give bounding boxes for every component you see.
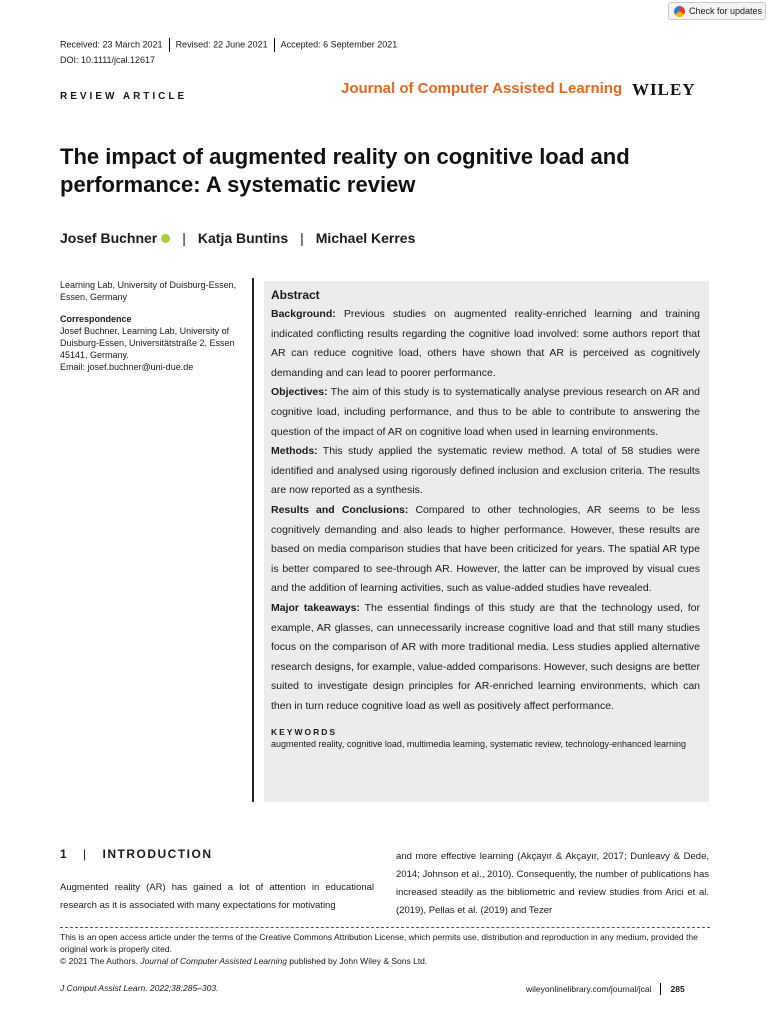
intro-column-left: Augmented reality (AR) has gained a lot of attention in educational research as it is associated with many expectations for motivating xyxy=(60,882,374,911)
orcid-icon[interactable] xyxy=(161,234,170,243)
abstract-heading: Abstract xyxy=(271,288,320,302)
copyright-post: published by John Wiley & Sons Ltd. xyxy=(286,956,428,966)
author-separator: | xyxy=(182,230,186,246)
section-label: Objectives: xyxy=(271,386,328,399)
keywords-heading: KEYWORDS xyxy=(271,727,338,738)
section-title: INTRODUCTION xyxy=(102,847,213,861)
abstract-results xyxy=(271,501,700,599)
accepted-date: Accepted: 6 September 2021 xyxy=(280,39,398,50)
abstract-takeaways xyxy=(271,599,700,717)
section-heading xyxy=(60,847,213,861)
footnote xyxy=(60,931,710,967)
section-text: The aim of this study is to systematically analyse previous research on AR and cognitive load, including performance, and thus to be able to contribute to answering the question of the impact of AR on cognitive load when used in learning environments. xyxy=(271,386,700,438)
abstract-methods xyxy=(271,442,700,501)
affiliation-block xyxy=(60,279,240,373)
abstract-background xyxy=(271,305,700,383)
citation: J Comput Assist Learn. 2022;38:285–303. xyxy=(60,983,219,993)
page-number: 285 xyxy=(670,984,685,994)
section-text: Compared to other technologies, AR seems to be less cognitively demanding and also leads to higher performance. However, these results are based on media comparison studies that have been criticized for years. The spatial AR type is better compared to see-through AR. However, the latter can be improved by visual cues and the addition of learning activities, such as value-added studies have revealed. xyxy=(271,503,700,595)
author-name[interactable]: Josef Buchner xyxy=(60,230,158,246)
section-text: This study applied the systematic review method. A total of 58 studies were identified and analysed using rigorously defined inclusion and exclusion criteria. The results are now reported as a synthesis. xyxy=(271,445,700,497)
author-name[interactable]: Katja Buntins xyxy=(197,230,289,246)
footnote-rule xyxy=(60,927,710,928)
section-label: Results and Conclusions: xyxy=(271,503,409,516)
journal-name: Journal of Computer Assisted Learning xyxy=(341,80,623,97)
journal-url[interactable]: wileyonlinelibrary.com/journal/jcal xyxy=(526,984,652,994)
intro-column-right: and more effective learning (Akçayır & Akçayır, 2017; Dunleavy & Dede, 2014; Johnson et al., 2010). Consequently, the number of publications has increased steadily as the bibliometric and review studies from Arici et al. (2019), Pellas et al. (2019) and Tezer xyxy=(396,851,709,916)
footer-divider xyxy=(660,983,661,995)
check-for-updates-button[interactable] xyxy=(668,2,766,20)
received-date: Received: 23 March 2021 xyxy=(60,39,163,50)
keywords: augmented reality, cognitive load, multimedia learning, systematic review, technology-enhanced learning xyxy=(271,739,687,750)
correspondence-text: Josef Buchner, Learning Lab, University of Duisburg-Essen, Universitätstraße 2, Essen 45141, Germany. xyxy=(60,326,235,360)
section-number: 1 xyxy=(60,847,69,861)
author-list xyxy=(60,230,415,246)
check-for-updates-label: Check for updates xyxy=(689,6,763,16)
section-label: Background: xyxy=(271,308,336,320)
affiliation: Learning Lab, University of Duisburg-Essen, Essen, Germany xyxy=(60,280,237,302)
footer-right xyxy=(526,983,685,995)
section-text: Previous studies on augmented reality-enriched learning and training indicated conflicting results regarding the cognitive load involved: some authors report that AR can reduce cognitive load, others have shown that AR is perceived as cognitively demanding and can lead to poorer performance. xyxy=(271,308,700,379)
author-name[interactable]: Michael Kerres xyxy=(315,230,416,246)
publisher-logo: WILEY xyxy=(632,80,696,99)
copyright-journal: Journal of Computer Assisted Learning xyxy=(140,956,287,966)
correspondence-email[interactable]: Email: josef.buchner@uni-due.de xyxy=(60,362,194,372)
abstract-box xyxy=(264,281,709,802)
revised-date: Revised: 22 June 2021 xyxy=(175,39,268,50)
section-label: Methods: xyxy=(271,445,318,458)
author-separator: | xyxy=(300,230,304,246)
section-text: The essential findings of this study are that the technology used, for example, AR glasses, can unnecessarily increase cognitive load and that still many studies focus on the comparison of AR with more traditional media. Less studies applied alternative research designs, for example, value-added comparisons. However, such designs are better suited to investigate design principles for AR-enriched learning environments, which can then in turn reduce cognitive load as well as positively affect performance. xyxy=(271,601,700,712)
section-separator: | xyxy=(83,847,88,861)
section-label: Major takeaways: xyxy=(271,601,360,614)
copyright-text xyxy=(60,955,710,967)
divider xyxy=(274,38,275,52)
dates-line xyxy=(60,38,397,52)
doi[interactable]: DOI: 10.1111/jcal.12617 xyxy=(60,55,156,65)
crossmark-icon xyxy=(674,6,685,17)
copyright-pre: © 2021 The Authors. xyxy=(60,956,141,966)
article-type: REVIEW ARTICLE xyxy=(60,91,188,102)
abstract-rule xyxy=(252,278,254,802)
license-text: This is an open access article under the terms of the Creative Commons Attribution License, which permits use, distribution and reproduction in any medium, provided the original work is properly cited. xyxy=(60,932,698,954)
divider xyxy=(169,38,170,52)
correspondence-heading: Correspondence xyxy=(60,314,132,324)
abstract-objectives xyxy=(271,383,700,442)
article-title: The impact of augmented reality on cognitive load and performance: A systematic review xyxy=(60,144,630,197)
